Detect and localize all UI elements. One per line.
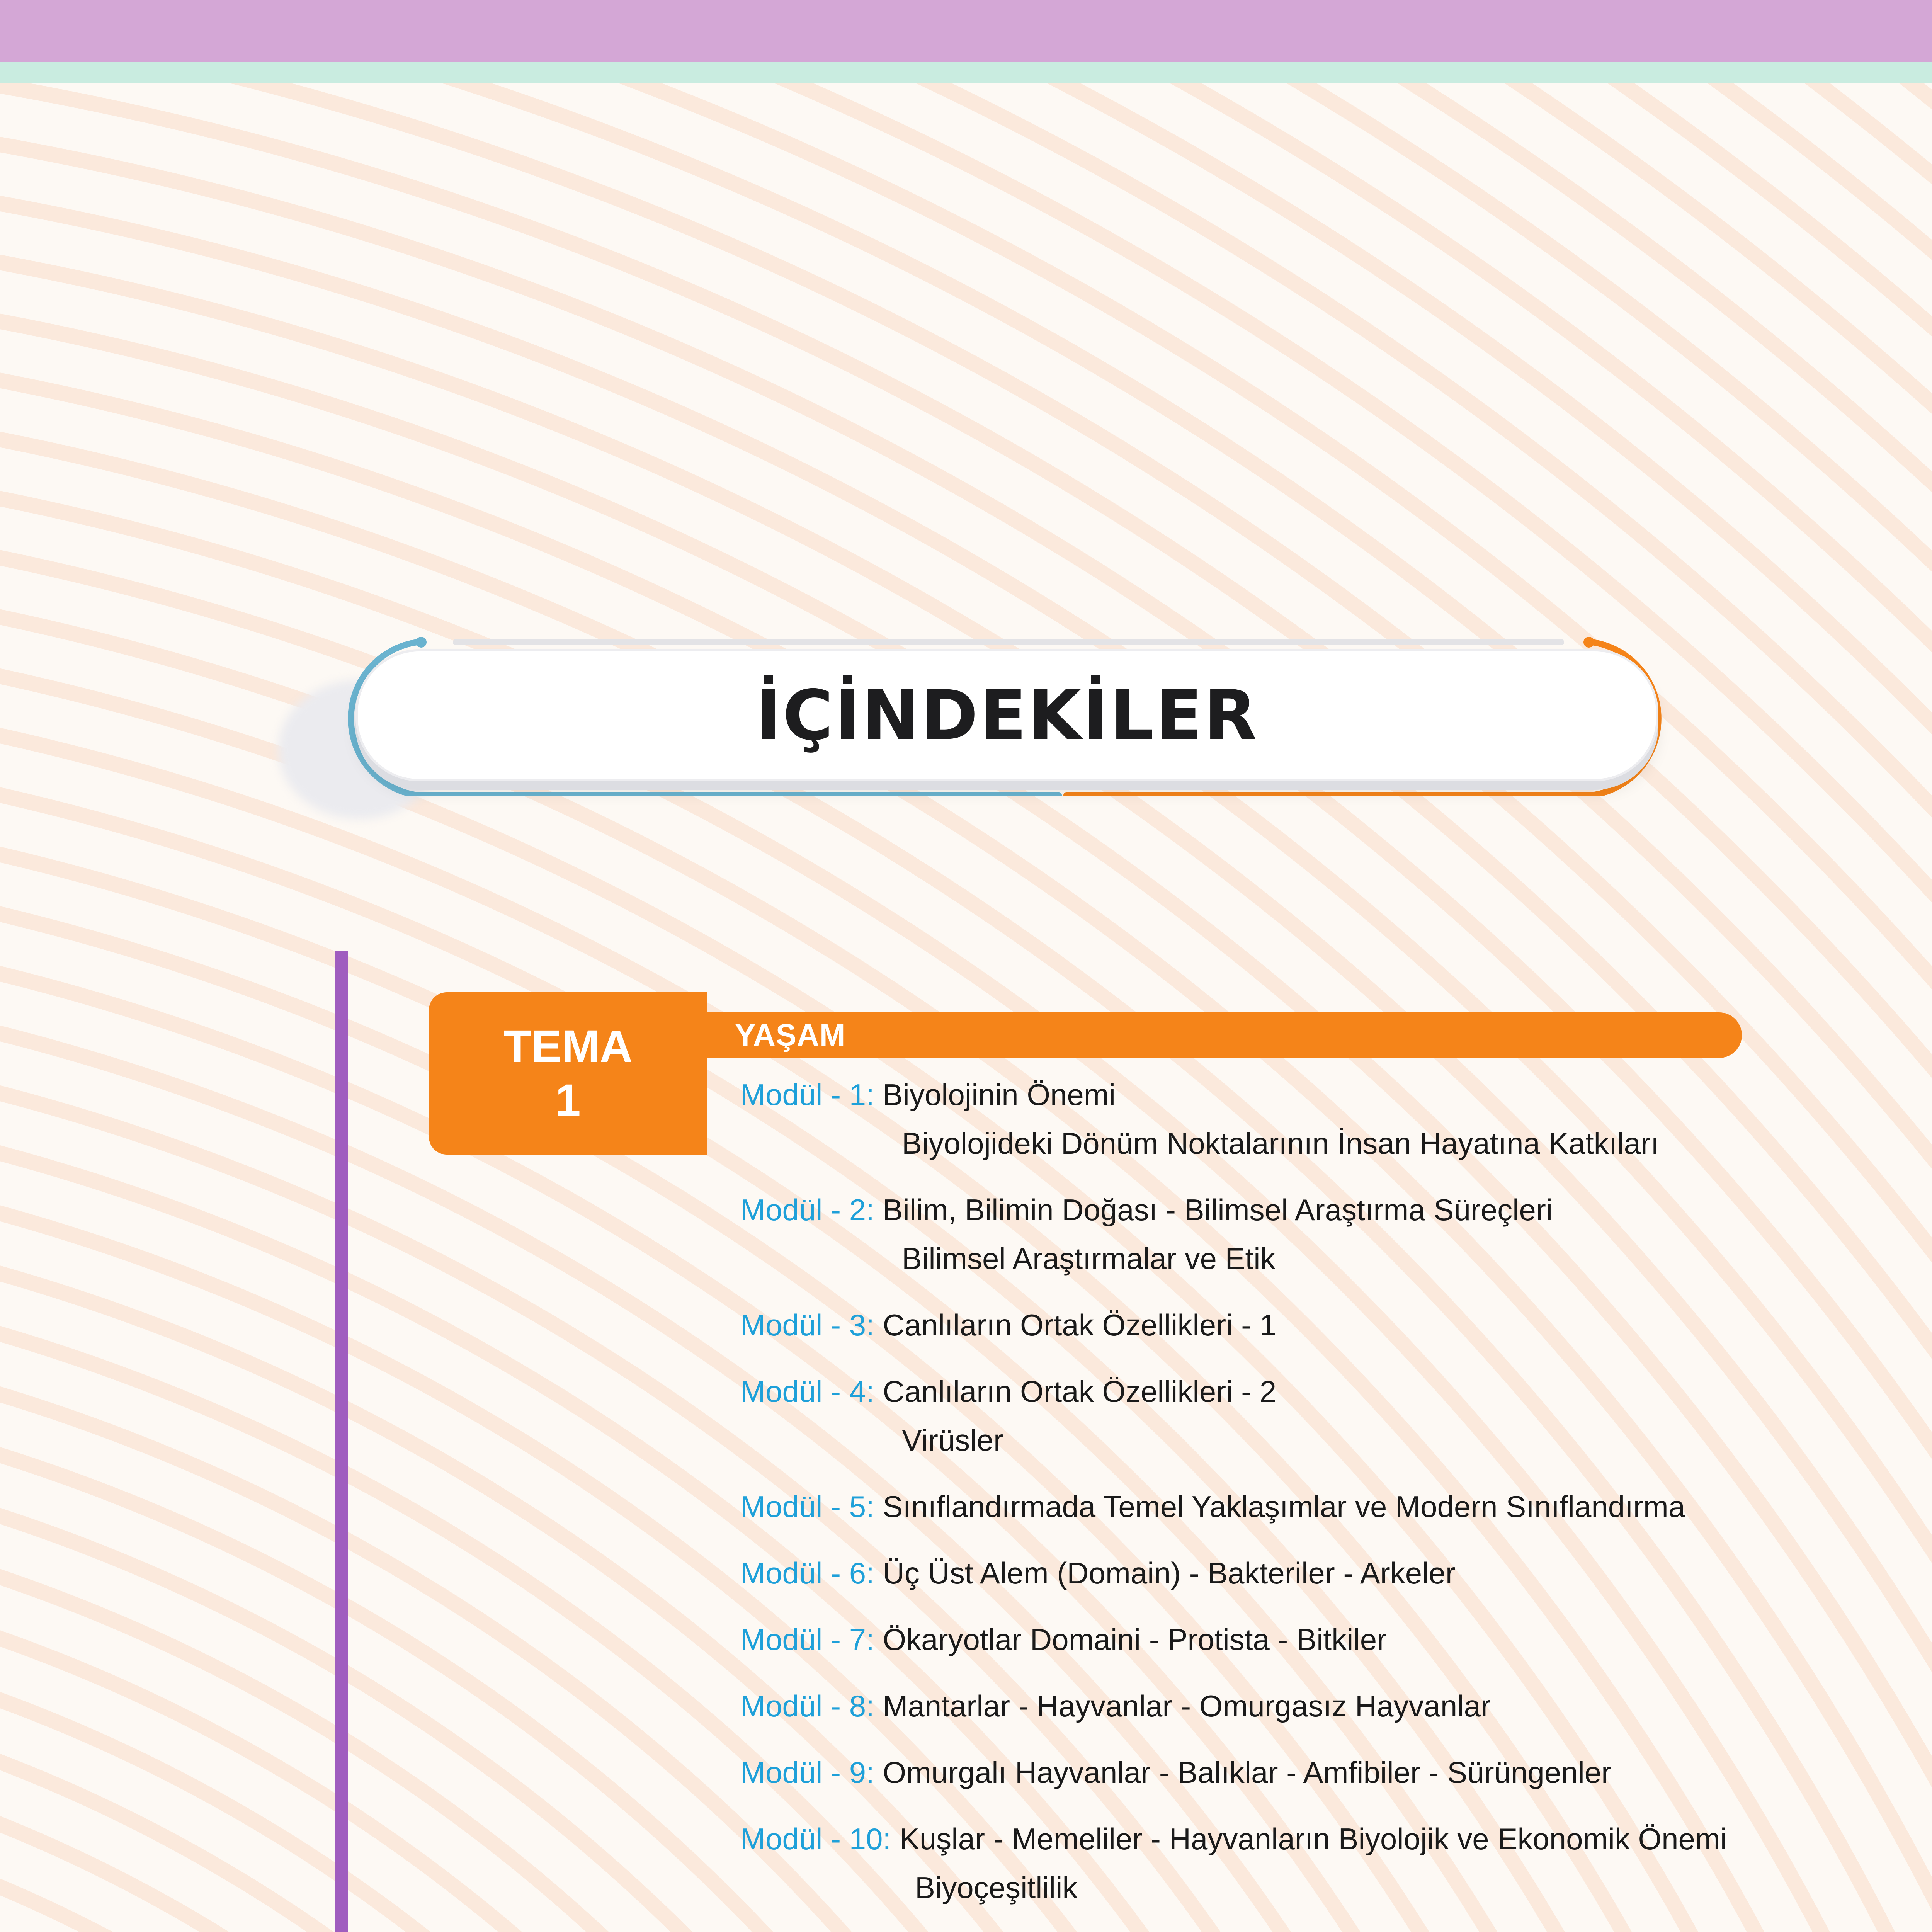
module-subtitle: Bilimsel Araştırmalar ve Etik <box>902 1242 1276 1276</box>
tema-name-bar <box>706 1012 1742 1058</box>
top-band-mint <box>0 62 1932 83</box>
module-subtitle: Biyolojideki Dönüm Noktalarının İnsan Hayatına Katkıları <box>902 1126 1659 1160</box>
module-title: Mantarlar - Hayvanlar - Omurgasız Hayvanlar <box>883 1689 1491 1723</box>
list-item <box>740 1367 1932 1464</box>
module-title: Ökaryotlar Domaini - Protista - Bitkiler <box>883 1622 1387 1656</box>
module-title: Canlıların Ortak Özellikleri - 2 <box>883 1374 1277 1408</box>
top-band-purple <box>0 0 1932 62</box>
module-label: Modül - 5: <box>740 1490 874 1524</box>
module-title: Kuşlar - Memeliler - Hayvanların Biyolojik ve Ekonomik Önemi <box>899 1822 1727 1856</box>
title-pill <box>355 649 1658 781</box>
list-item <box>740 1815 1932 1912</box>
list-item <box>740 1682 1932 1730</box>
module-title: Canlıların Ortak Özellikleri - 1 <box>883 1308 1277 1342</box>
module-label: Modül - 6: <box>740 1556 874 1590</box>
list-item <box>740 1549 1932 1597</box>
left-vertical-rule <box>335 951 348 1932</box>
module-title: Bilim, Bilimin Doğası - Bilimsel Araştırma Süreçleri <box>883 1193 1553 1227</box>
module-subtitle: Virüsler <box>902 1423 1003 1457</box>
tema-label: TEMA <box>503 1021 633 1072</box>
module-title: Biyolojinin Önemi <box>883 1078 1116 1112</box>
page-title: İÇİNDEKİLER <box>755 675 1259 755</box>
list-item <box>740 1185 1932 1283</box>
module-label: Modül - 4: <box>740 1374 874 1408</box>
tema-number: 1 <box>555 1075 581 1126</box>
list-item <box>740 1070 1932 1168</box>
module-label: Modül - 8: <box>740 1689 874 1723</box>
module-label: Modül - 9: <box>740 1755 874 1789</box>
module-list <box>740 1070 1932 1912</box>
module-subtitle: Biyoçeşitlilik <box>915 1871 1078 1905</box>
list-item <box>740 1748 1932 1797</box>
module-label: Modül - 10: <box>740 1822 891 1856</box>
module-title: Üç Üst Alem (Domain) - Bakteriler - Arkeler <box>883 1556 1456 1590</box>
module-title: Omurgalı Hayvanlar - Balıklar - Amfibiler - Sürüngenler <box>883 1755 1612 1789</box>
list-item <box>740 1615 1932 1664</box>
module-label: Modül - 3: <box>740 1308 874 1342</box>
title-banner <box>278 611 1700 827</box>
module-label: Modül - 7: <box>740 1622 874 1656</box>
list-item <box>740 1482 1932 1531</box>
tema-badge <box>429 992 707 1155</box>
list-item <box>740 1301 1932 1349</box>
tema-name: YAŞAM <box>735 1018 846 1052</box>
module-label: Modül - 2: <box>740 1193 874 1227</box>
module-label: Modül - 1: <box>740 1078 874 1112</box>
module-title: Sınıflandırmada Temel Yaklaşımlar ve Modern Sınıflandırma <box>883 1490 1685 1524</box>
